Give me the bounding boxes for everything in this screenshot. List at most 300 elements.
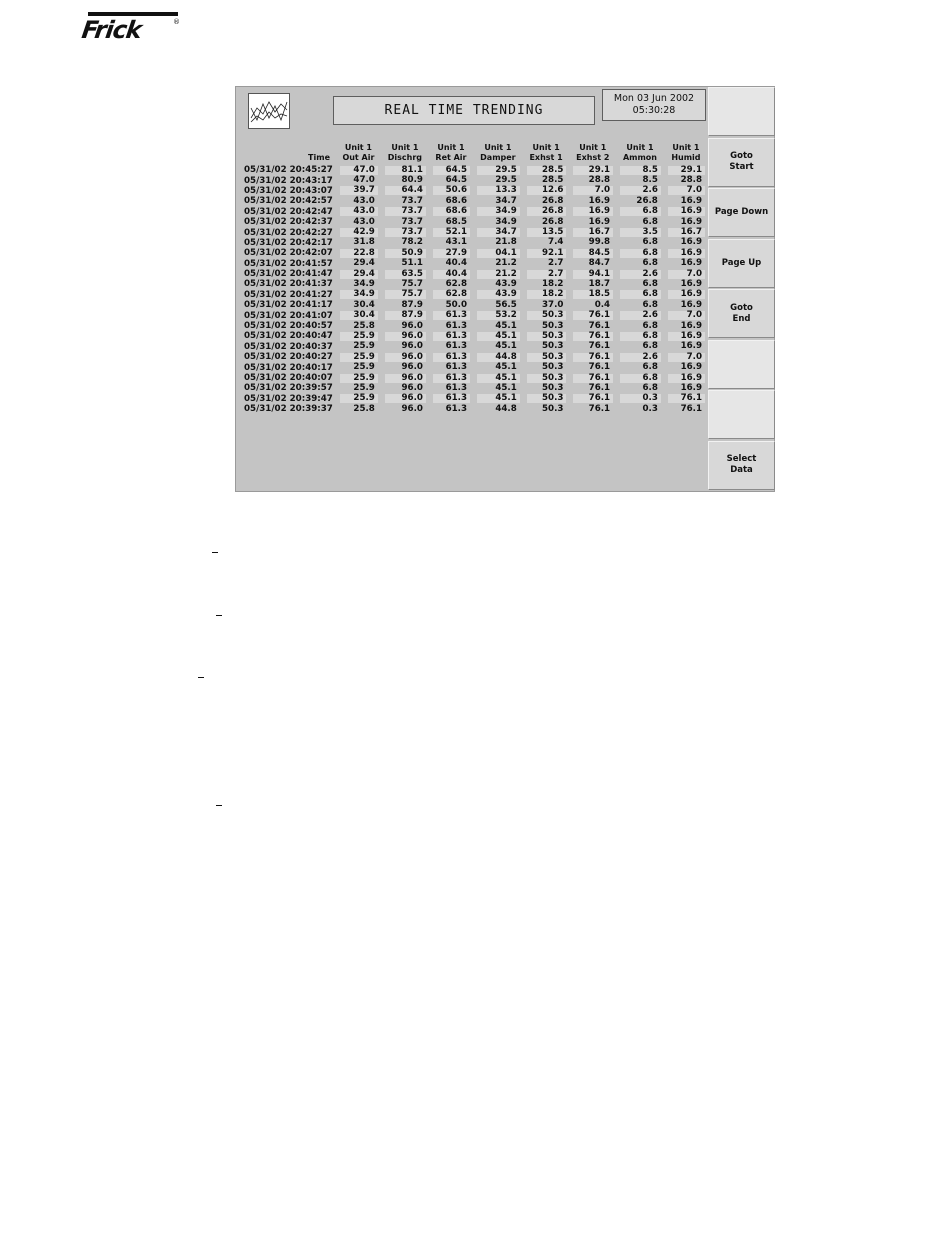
value-cell [381, 290, 429, 300]
value-text: 40.4 [433, 259, 470, 268]
value-text: 6.8 [620, 322, 661, 331]
value-text: 6.8 [620, 280, 661, 289]
value-text: 76.1 [573, 394, 613, 403]
value-text: 50.3 [527, 405, 567, 414]
table-row [242, 342, 708, 352]
value-cell [569, 238, 616, 248]
value-text: 16.9 [573, 218, 613, 227]
value-cell [616, 165, 664, 175]
value-cell [523, 196, 570, 206]
value-text: 7.0 [668, 311, 705, 320]
value-text: 64.5 [433, 166, 470, 175]
value-text: 68.6 [433, 207, 470, 216]
value-cell [473, 404, 523, 414]
margin-dash [198, 677, 204, 678]
value-cell [664, 248, 708, 258]
value-text: 30.4 [340, 311, 378, 320]
value-text: 0.4 [573, 301, 613, 310]
softkey-blank[interactable] [708, 390, 775, 439]
value-cell [569, 269, 616, 279]
value-cell [336, 300, 381, 310]
value-text: 6.8 [620, 384, 661, 393]
value-cell [616, 373, 664, 383]
value-text: 6.8 [620, 290, 661, 299]
value-text: 61.3 [433, 394, 470, 403]
value-cell [336, 186, 381, 196]
value-cell [381, 300, 429, 310]
value-cell [473, 248, 523, 258]
value-text: 21.8 [477, 238, 520, 247]
value-text: 28.8 [668, 176, 705, 185]
value-text: 2.6 [620, 270, 661, 279]
value-cell [381, 165, 429, 175]
date-time-display [602, 89, 706, 121]
value-text: 6.8 [620, 218, 661, 227]
table-header-row [242, 143, 708, 165]
table-row [242, 394, 708, 404]
table-row [242, 352, 708, 362]
value-cell [664, 259, 708, 269]
value-text: 3.5 [620, 228, 661, 237]
value-text: 16.7 [668, 228, 705, 237]
value-cell [429, 165, 473, 175]
value-cell [664, 217, 708, 227]
value-text: 76.1 [573, 342, 613, 351]
value-cell [336, 269, 381, 279]
value-text: 45.1 [477, 363, 520, 372]
value-text: 63.5 [385, 270, 426, 279]
value-text: 16.9 [668, 322, 705, 331]
value-cell [381, 196, 429, 206]
value-text: 45.1 [477, 322, 520, 331]
value-text: 39.7 [340, 186, 378, 195]
value-text: 73.7 [385, 207, 426, 216]
value-text: 44.8 [477, 405, 520, 414]
value-cell [523, 290, 570, 300]
value-cell [523, 207, 570, 217]
table-row [242, 217, 708, 227]
table-row [242, 290, 708, 300]
value-cell [664, 279, 708, 289]
value-text: 96.0 [385, 353, 426, 362]
value-text: 73.7 [385, 228, 426, 237]
value-cell [616, 383, 664, 393]
value-text: 76.1 [573, 374, 613, 383]
value-cell [336, 238, 381, 248]
logo-registered-mark: ® [173, 18, 180, 26]
value-cell [664, 394, 708, 404]
time-cell: 05/31/02 20:40:07 [244, 373, 333, 383]
value-cell [569, 279, 616, 289]
value-text: 61.3 [433, 311, 470, 320]
value-cell [664, 300, 708, 310]
value-cell [616, 259, 664, 269]
value-cell [473, 394, 523, 404]
value-text: 13.3 [477, 186, 520, 195]
time-cell: 05/31/02 20:42:37 [244, 217, 333, 228]
time-cell: 05/31/02 20:42:17 [244, 237, 333, 248]
value-text: 7.0 [668, 186, 705, 195]
value-cell [664, 227, 708, 237]
value-text: 62.8 [433, 280, 470, 289]
value-text: 73.7 [385, 218, 426, 227]
value-text: 29.5 [477, 176, 520, 185]
value-text: 50.3 [527, 332, 567, 341]
time-cell: 05/31/02 20:43:07 [244, 185, 333, 196]
value-text: 96.0 [385, 394, 426, 403]
value-text: 61.3 [433, 322, 470, 331]
value-text: 13.5 [527, 228, 567, 237]
value-cell [569, 321, 616, 331]
value-cell [616, 175, 664, 185]
time-cell: 05/31/02 20:41:17 [244, 300, 333, 311]
value-text: 43.0 [340, 197, 378, 206]
value-cell [569, 373, 616, 383]
value-cell [664, 362, 708, 372]
value-text: 43.9 [477, 290, 520, 299]
value-text: 50.6 [433, 186, 470, 195]
value-cell [569, 175, 616, 185]
value-cell [616, 269, 664, 279]
time-cell: 05/31/02 20:42:07 [244, 248, 333, 259]
value-cell [523, 394, 570, 404]
value-cell [664, 383, 708, 393]
value-text: 76.1 [668, 405, 705, 414]
value-text: 76.1 [573, 332, 613, 341]
value-text: 50.3 [527, 363, 567, 372]
value-cell [616, 352, 664, 362]
value-text: 64.5 [433, 176, 470, 185]
value-text: 30.4 [340, 301, 378, 310]
value-cell [523, 321, 570, 331]
column-header: Unit 1 Ret Air [435, 143, 467, 162]
value-cell [523, 310, 570, 320]
value-cell [381, 207, 429, 217]
value-cell [664, 207, 708, 217]
value-text: 25.9 [340, 353, 378, 362]
value-text: 75.7 [385, 290, 426, 299]
softkey-column [708, 87, 775, 491]
column-header: Unit 1 Ammon [622, 143, 657, 162]
value-cell [523, 404, 570, 414]
value-cell [429, 321, 473, 331]
value-cell [336, 394, 381, 404]
value-cell [429, 342, 473, 352]
value-text: 6.8 [620, 332, 661, 341]
value-text: 6.8 [620, 301, 661, 310]
value-text: 34.9 [477, 218, 520, 227]
value-cell [569, 290, 616, 300]
value-cell [616, 248, 664, 258]
value-cell [523, 362, 570, 372]
value-text: 51.1 [385, 259, 426, 268]
time-cell: 05/31/02 20:41:47 [244, 269, 333, 280]
value-cell [473, 175, 523, 185]
value-cell [616, 404, 664, 414]
value-cell [616, 331, 664, 341]
value-cell [429, 217, 473, 227]
value-text: 18.5 [573, 290, 613, 299]
value-text: 50.3 [527, 322, 567, 331]
value-text: 7.0 [668, 270, 705, 279]
value-cell [616, 279, 664, 289]
value-cell [381, 383, 429, 393]
value-cell [336, 373, 381, 383]
value-cell [336, 175, 381, 185]
margin-dash [216, 805, 222, 806]
value-text: 99.8 [573, 238, 613, 247]
value-cell [473, 383, 523, 393]
value-cell [429, 352, 473, 362]
table-row [242, 207, 708, 217]
value-cell [523, 227, 570, 237]
value-text: 76.1 [573, 384, 613, 393]
value-text: 28.5 [527, 176, 567, 185]
value-cell [616, 207, 664, 217]
value-cell [616, 186, 664, 196]
value-cell [429, 373, 473, 383]
value-cell [523, 269, 570, 279]
value-cell [569, 310, 616, 320]
time-cell: 05/31/02 20:41:07 [244, 310, 333, 321]
value-cell [473, 269, 523, 279]
value-cell [381, 342, 429, 352]
value-text: 7.4 [527, 238, 567, 247]
value-cell [429, 394, 473, 404]
value-cell [616, 196, 664, 206]
value-cell [336, 352, 381, 362]
value-cell [381, 321, 429, 331]
value-text: 16.9 [668, 259, 705, 268]
value-text: 25.8 [340, 405, 378, 414]
value-cell [381, 404, 429, 414]
time-cell: 05/31/02 20:39:57 [244, 383, 333, 394]
value-text: 43.9 [477, 280, 520, 289]
value-cell [336, 165, 381, 175]
value-text: 76.1 [573, 405, 613, 414]
table-row [242, 310, 708, 320]
value-cell [473, 310, 523, 320]
time-cell: 05/31/02 20:42:47 [244, 206, 333, 217]
column-header: Unit 1 Dischrg [387, 143, 423, 162]
value-text: 22.8 [340, 249, 378, 258]
value-cell [664, 290, 708, 300]
value-text: 25.9 [340, 342, 378, 351]
value-cell [381, 362, 429, 372]
value-text: 76.1 [573, 363, 613, 372]
value-cell [523, 165, 570, 175]
value-cell [664, 404, 708, 414]
value-text: 21.2 [477, 270, 520, 279]
value-cell [523, 352, 570, 362]
value-text: 2.6 [620, 186, 661, 195]
value-text: 16.9 [668, 363, 705, 372]
value-cell [664, 269, 708, 279]
value-cell [473, 279, 523, 289]
value-text: 62.8 [433, 290, 470, 299]
value-cell [569, 342, 616, 352]
value-text: 81.1 [385, 166, 426, 175]
value-text: 16.9 [668, 290, 705, 299]
value-cell [473, 300, 523, 310]
value-cell [569, 207, 616, 217]
time-cell: 05/31/02 20:39:37 [244, 404, 333, 415]
value-text: 42.9 [340, 228, 378, 237]
value-text: 45.1 [477, 332, 520, 341]
value-cell [523, 238, 570, 248]
value-text: 28.5 [527, 166, 567, 175]
value-text: 26.8 [620, 197, 661, 206]
value-text: 31.8 [340, 238, 378, 247]
value-text: 2.7 [527, 270, 567, 279]
value-text: 96.0 [385, 363, 426, 372]
time-cell: 05/31/02 20:42:27 [244, 227, 333, 238]
value-cell [569, 227, 616, 237]
value-text: 25.9 [340, 332, 378, 341]
value-cell [429, 383, 473, 393]
value-cell [569, 404, 616, 414]
value-cell [616, 342, 664, 352]
time-cell: 05/31/02 20:40:37 [244, 341, 333, 352]
softkey-blank[interactable] [708, 340, 775, 389]
value-text: 0.3 [620, 405, 661, 414]
value-text: 47.0 [340, 176, 378, 185]
time-cell: 05/31/02 20:39:47 [244, 393, 333, 404]
softkey-blank-top[interactable] [708, 87, 775, 136]
value-text: 47.0 [340, 166, 378, 175]
value-cell [569, 186, 616, 196]
table-row [242, 186, 708, 196]
value-text: 61.3 [433, 353, 470, 362]
time-text: 05:30:28 [632, 105, 676, 116]
value-cell [429, 331, 473, 341]
page-down-button[interactable]: Page Down [708, 188, 775, 237]
value-text: 16.9 [668, 301, 705, 310]
table-row [242, 269, 708, 279]
value-text: 6.8 [620, 207, 661, 216]
value-text: 29.5 [477, 166, 520, 175]
value-cell [336, 342, 381, 352]
goto-start-button[interactable]: Goto Start [708, 138, 775, 187]
value-cell [523, 248, 570, 258]
value-text: 28.8 [573, 176, 613, 185]
value-text: 40.4 [433, 270, 470, 279]
trending-screen [235, 86, 775, 492]
value-cell [336, 279, 381, 289]
table-row [242, 300, 708, 310]
value-cell [429, 207, 473, 217]
value-text: 61.3 [433, 342, 470, 351]
value-cell [523, 383, 570, 393]
value-text: 6.8 [620, 363, 661, 372]
value-text: 29.4 [340, 259, 378, 268]
value-text: 78.2 [385, 238, 426, 247]
value-text: 94.1 [573, 270, 613, 279]
value-cell [664, 310, 708, 320]
value-cell [381, 175, 429, 185]
time-cell: 05/31/02 20:41:27 [244, 289, 333, 300]
value-cell [523, 279, 570, 289]
screen-title: REAL TIME TRENDING [333, 96, 595, 125]
value-text: 64.4 [385, 186, 426, 195]
select-data-button[interactable]: Select Data [708, 441, 775, 490]
value-text: 44.8 [477, 353, 520, 362]
value-cell [381, 269, 429, 279]
value-text: 92.1 [527, 249, 567, 258]
margin-dash [216, 615, 222, 616]
value-text: 16.9 [668, 332, 705, 341]
value-text: 6.8 [620, 259, 661, 268]
value-text: 34.9 [340, 290, 378, 299]
value-cell [336, 227, 381, 237]
value-cell [473, 227, 523, 237]
value-text: 96.0 [385, 332, 426, 341]
value-cell [336, 290, 381, 300]
value-text: 2.7 [527, 259, 567, 268]
value-cell [429, 227, 473, 237]
value-cell [336, 362, 381, 372]
column-header: Unit 1 Damper [480, 143, 516, 162]
value-cell [473, 207, 523, 217]
value-text: 18.2 [527, 290, 567, 299]
value-cell [381, 259, 429, 269]
time-cell: 05/31/02 20:43:17 [244, 175, 333, 186]
value-cell [336, 310, 381, 320]
value-cell [429, 404, 473, 414]
value-text: 16.9 [668, 280, 705, 289]
page-up-button[interactable]: Page Up [708, 239, 775, 288]
value-text: 76.1 [573, 322, 613, 331]
value-cell [381, 352, 429, 362]
column-header-time: Time [308, 153, 330, 162]
goto-end-button[interactable]: Goto End [708, 289, 775, 338]
value-cell [616, 290, 664, 300]
time-cell: 05/31/02 20:40:57 [244, 321, 333, 332]
value-text: 26.8 [527, 218, 567, 227]
value-cell [664, 238, 708, 248]
value-cell [616, 321, 664, 331]
value-cell [569, 362, 616, 372]
column-header: Unit 1 Out Air [342, 143, 375, 162]
value-text: 50.9 [385, 249, 426, 258]
time-cell: 05/31/02 20:40:47 [244, 331, 333, 342]
value-cell [569, 352, 616, 362]
value-cell [381, 238, 429, 248]
value-cell [381, 186, 429, 196]
value-text: 16.9 [573, 197, 613, 206]
value-text: 52.1 [433, 228, 470, 237]
value-text: 50.3 [527, 394, 567, 403]
value-text: 16.9 [668, 384, 705, 393]
trend-graph-icon[interactable] [248, 93, 290, 129]
value-cell [429, 259, 473, 269]
value-cell [616, 362, 664, 372]
table-row [242, 259, 708, 269]
value-text: 25.9 [340, 384, 378, 393]
value-text: 04.1 [477, 249, 520, 258]
value-text: 27.9 [433, 249, 470, 258]
value-text: 25.9 [340, 394, 378, 403]
value-text: 8.5 [620, 166, 661, 175]
value-text: 96.0 [385, 405, 426, 414]
value-cell [616, 300, 664, 310]
table-row [242, 321, 708, 331]
value-cell [336, 207, 381, 217]
table-row [242, 279, 708, 289]
value-text: 8.5 [620, 176, 661, 185]
value-cell [429, 300, 473, 310]
value-cell [473, 362, 523, 372]
